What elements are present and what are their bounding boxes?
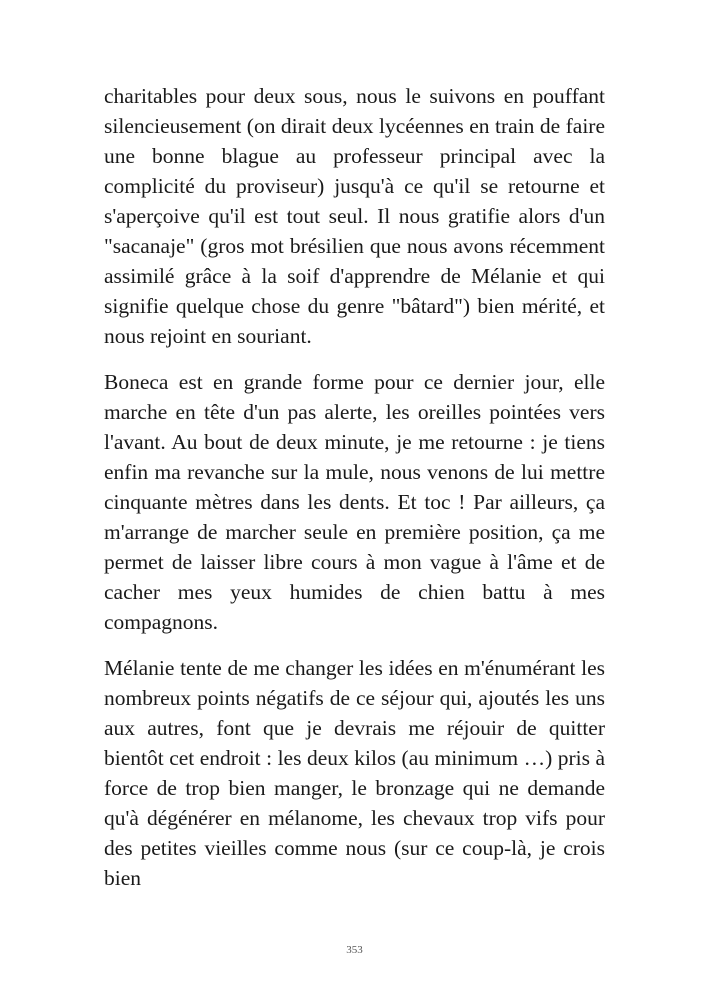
- paragraph-3: Mélanie tente de me changer les idées en m'énumérant les nombreux points négatifs de ce séjour qui, ajoutés les uns aux autres, font que je devrais me réjouir de quitter bientôt cet endroit : les deux kilos (au minimum …) pris à force de trop bien manger, le bronzage qui ne demande qu'à dégénérer en mélanome, les chevaux trop vifs pour des petites vieilles comme nous (sur ce coup-là, je crois bien: [104, 656, 605, 890]
- page-number: 353: [346, 944, 363, 956]
- paragraph-2: Boneca est en grande forme pour ce dernier jour, elle marche en tête d'un pas alerte, les oreilles pointées vers l'avant. Au bout de deux minute, je me retourne : je tiens enfin ma revanche sur la mule, nous venons de lui mettre cinquante mètres dans les dents. Et toc ! Par ailleurs, ça m'arrange de marcher seule en première position, ça me permet de laisser libre cours à mon vague à l'âme et de cacher mes yeux humides de chien battu à mes compagnons.: [104, 370, 605, 634]
- body-text: [104, 81, 605, 890]
- paragraph-1: charitables pour deux sous, nous le suivons en pouffant silencieusement (on dirait deux lycéennes en train de faire une bonne blague au professeur principal avec la complicité du proviseur) jusqu'à ce qu'il se retourne et s'aperçoive qu'il est tout seul. Il nous gratifie alors d'un "sacanaje" (gros mot brésilien que nous avons récemment assimilé grâce à la soif d'apprendre de Mélanie et qui signifie quelque chose du genre "bâtard") bien mérité, et nous rejoint en souriant.: [104, 84, 605, 348]
